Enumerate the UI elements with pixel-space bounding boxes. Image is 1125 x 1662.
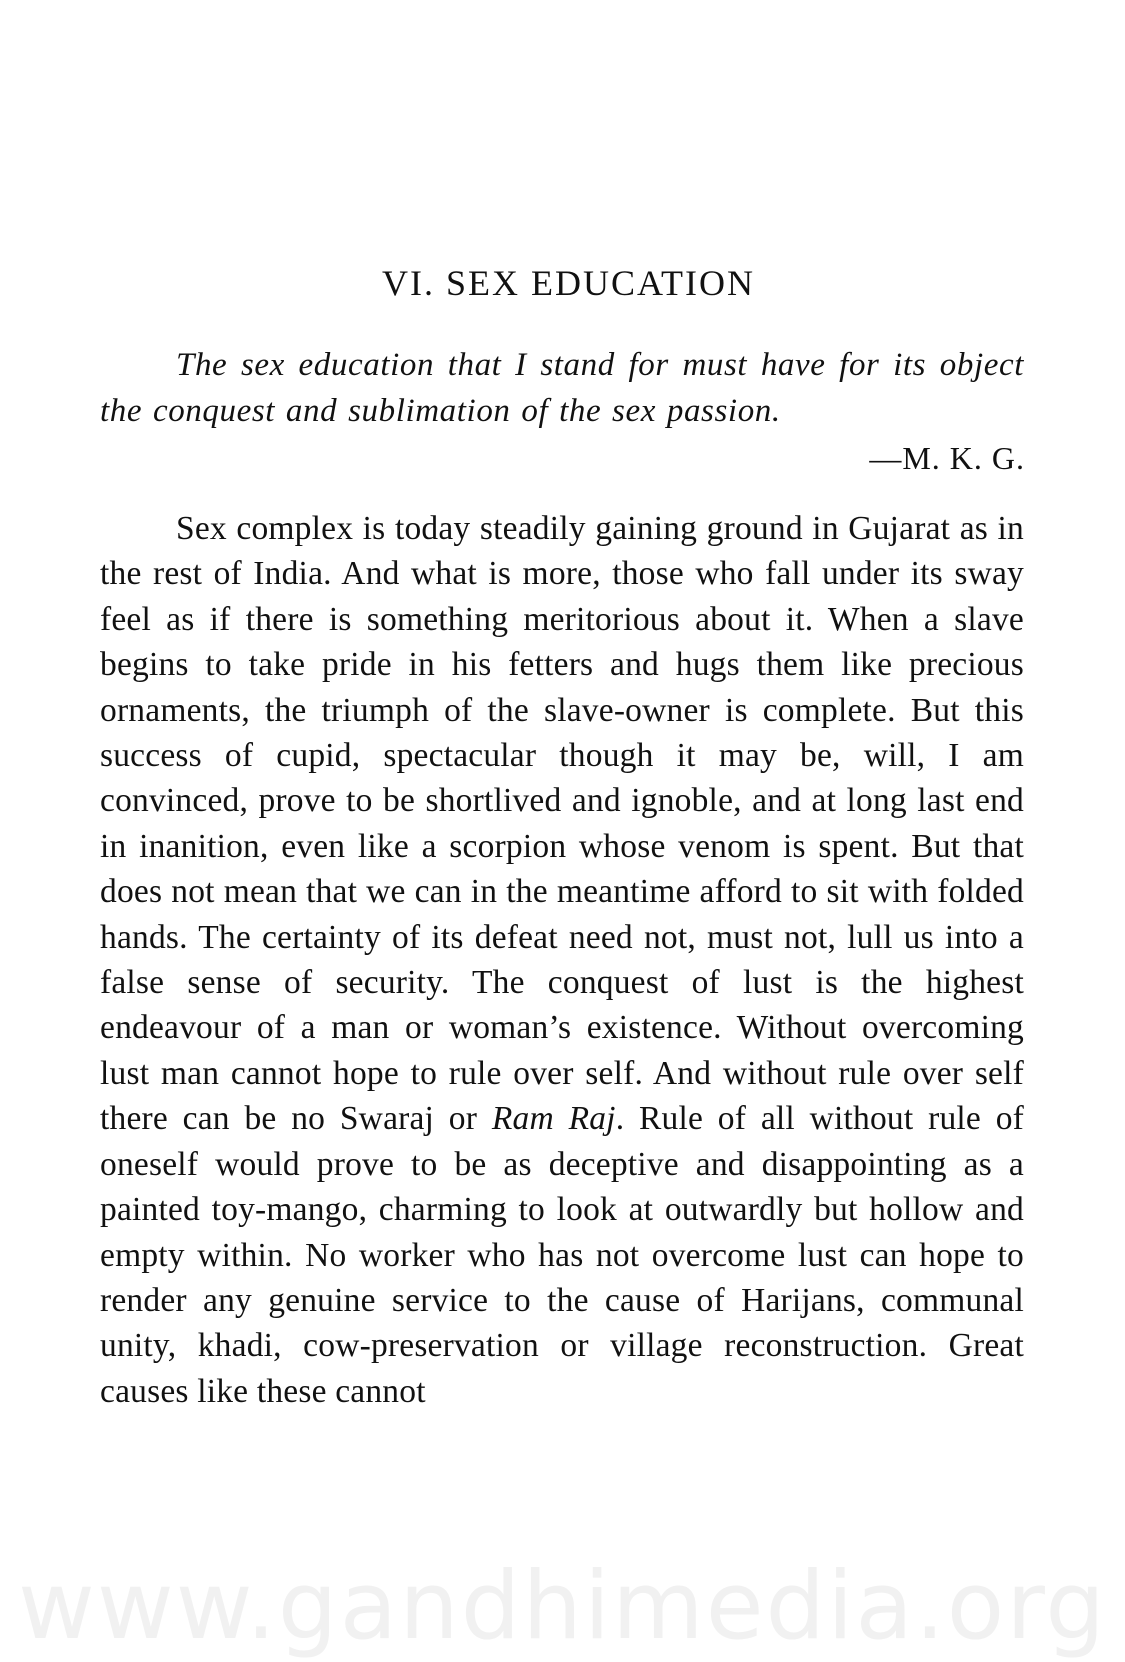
body-paragraph bbox=[100, 506, 1024, 1414]
watermark: www.gandhimedia.org bbox=[18, 1552, 1107, 1661]
body-text-part-1: Sex complex is today steadily gaining ground in Gujarat as in the rest of India. And what is more, those who fall under its sway feel as if there is something meritorious about it. When a slave begins to take pride in his fetters and hugs them like precious ornaments, the triumph of the slave-owner is complete. But this success of cupid, spectacular though it may be, will, I am convinced, prove to be shortlived and ignoble, and at long last end in inanition, even like a scorpion whose venom is spent. But that does not mean that we can in the meantime afford to sit with folded hands. The certainty of its defeat need not, must not, lull us into a false sense of security. The conquest of lust is the highest endeavour of a man or woman’s existence. Without overcoming lust man cannot hope to rule over self. And without rule over self there can be no Swaraj or bbox=[100, 510, 1024, 1138]
body-italic-term: Ram Raj bbox=[491, 1100, 616, 1138]
epigraph-attribution: —M. K. G. bbox=[869, 440, 1025, 476]
body-text-part-2: . Rule of all without rule of oneself would prove to be as deceptive and disappointing as a painted toy-mango, charming to look at outwardly but hollow and empty within. No worker who has not overcome lust can hope to render any genuine service to the cause of Harijans, communal unity, khadi, cow-preservation or village reconstruction. Great causes like these cannot bbox=[100, 1100, 1025, 1410]
chapter-title: VI. SEX EDUCATION bbox=[382, 263, 755, 303]
epigraph-quote: The sex education that I stand for must have for its object the conquest and sublimation of the sex passion. bbox=[100, 347, 1024, 429]
